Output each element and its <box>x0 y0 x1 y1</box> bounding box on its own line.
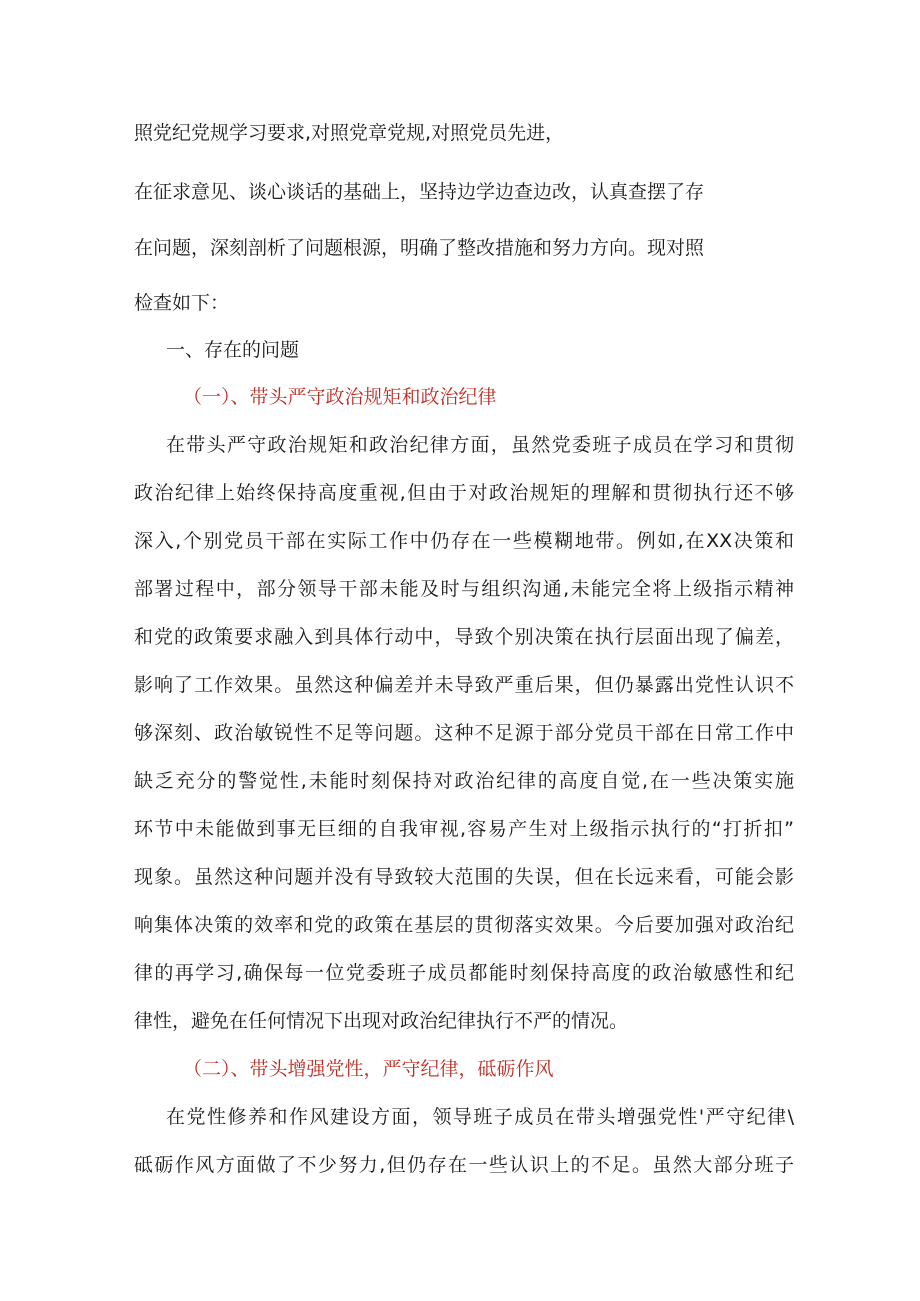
paragraph-1-line: 缺乏充分的警觉性,未能时刻保持对政治纪律的高度自觉,在一些决策实施 <box>134 770 794 792</box>
paragraph-1-line: 深入,个别党员干部在实际工作中仍存在一些模糊地带。例如,在XX决策和 <box>134 530 794 552</box>
paragraph-1-line: 律的再学习,确保每一位党委班子成员都能时刻保持高度的政治敏感性和纪 <box>134 962 794 984</box>
paragraph-1-line: 政治纪律上始终保持高度重视,但由于对政治规矩的理解和贯彻执行还不够 <box>134 482 794 504</box>
paragraph-1-line: 部署过程中，部分领导干部未能及时与组织沟通,未能完全将上级指示精神 <box>134 578 794 600</box>
section-heading: 一、存在的问题 <box>166 339 300 361</box>
intro-line-4: 检查如下： <box>134 292 230 314</box>
paragraph-2-line: 砥砺作风方面做了不少努力,但仍存在一些认识上的不足。虽然大部分班子 <box>134 1154 794 1176</box>
paragraph-1-line: 和党的政策要求融入到具体行动中，导致个别决策在执行层面出现了偏差， <box>134 626 794 648</box>
intro-line-1: 照党纪党规学习要求,对照党章党规,对照党员先进， <box>134 122 565 144</box>
sub-heading-2: （二）、带头增强党性，严守纪律，砥砺作风 <box>183 1058 554 1080</box>
intro-line-2: 在征求意见、谈心谈话的基础上，坚持边学边查边改，认真查摆了存 <box>134 181 705 203</box>
paragraph-1-line: 影响了工作效果。虽然这种偏差并未导致严重后果，但仍暴露出党性认识不 <box>134 674 794 696</box>
paragraph-1-line: 律性，避免在任何情况下出现对政治纪律执行不严的情况。 <box>134 1010 629 1032</box>
intro-line-3: 在问题，深刻剖析了问题根源，明确了整改措施和努力方向。现对照 <box>134 237 705 259</box>
sub-heading-1: （一）、带头严守政治规矩和政治纪律 <box>183 386 497 408</box>
paragraph-1-line: 现象。虽然这种问题并没有导致较大范围的失误，但在长远来看，可能会影 <box>134 866 794 888</box>
paragraph-1-line: 响集体决策的效率和党的政策在基层的贯彻落实效果。今后要加强对政治纪 <box>134 914 794 936</box>
paragraph-1-line: 环节中未能做到事无巨细的自我审视,容易产生对上级指示执行的“打折扣” <box>134 818 794 840</box>
paragraph-2-line: 在党性修养和作风建设方面，领导班子成员在带头增强党性'严守纪律\ <box>166 1106 794 1128</box>
paragraph-1-line: 够深刻、政治敏锐性不足等问题。这种不足源于部分党员干部在日常工作中 <box>134 722 794 744</box>
paragraph-1-line: 在带头严守政治规矩和政治纪律方面，虽然党委班子成员在学习和贯彻 <box>166 434 794 456</box>
